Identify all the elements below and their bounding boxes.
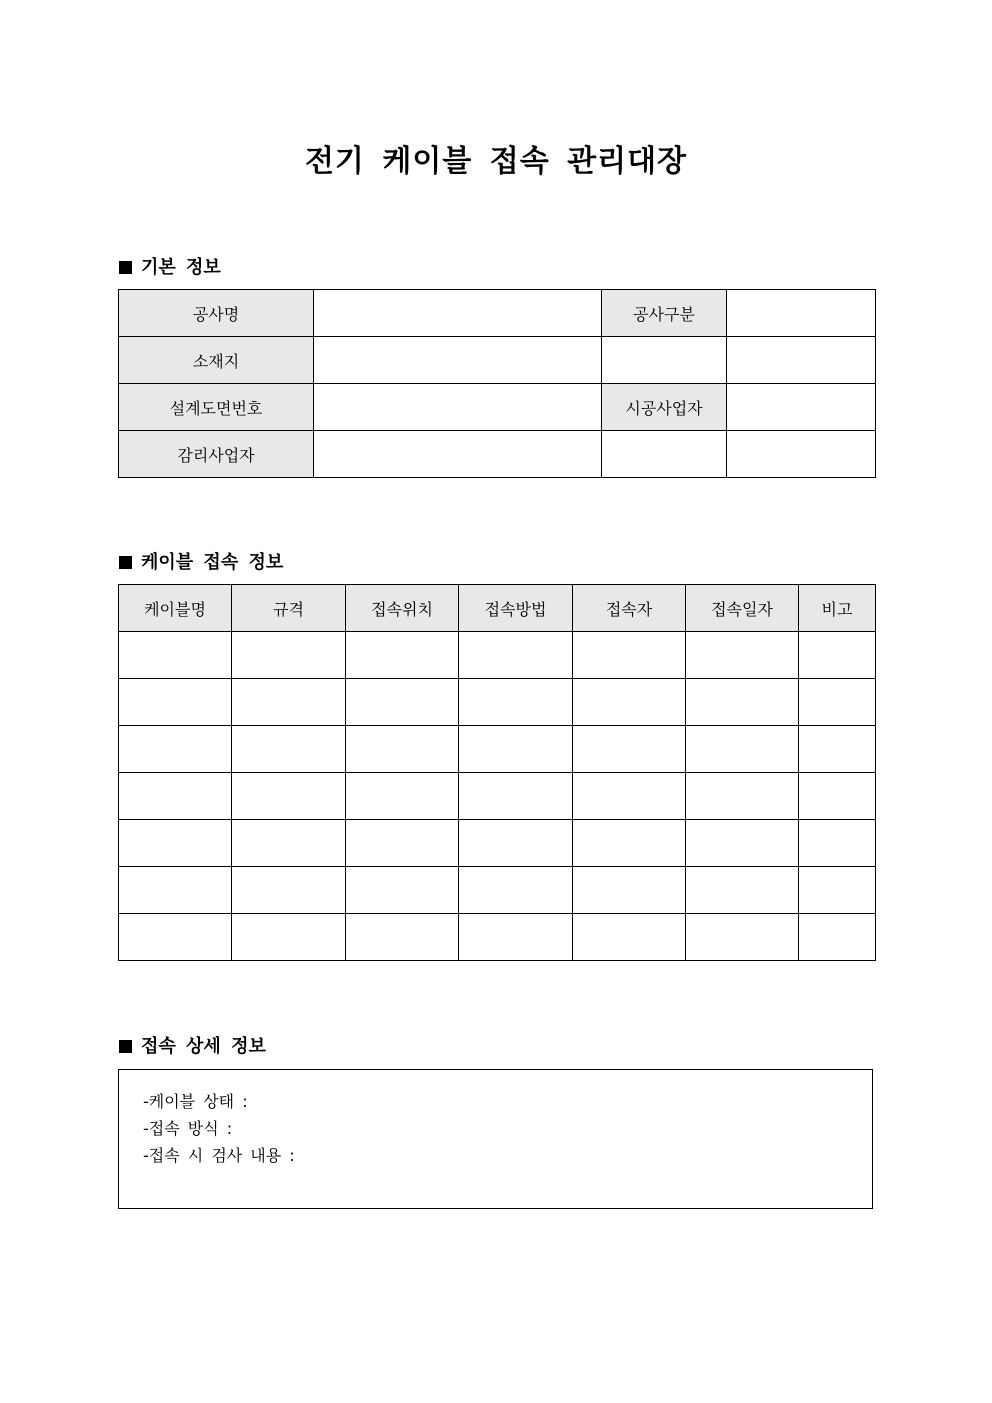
inspection-content-line: -접속 시 검사 내용 : (143, 1146, 295, 1165)
table-row (119, 867, 876, 914)
table-row (119, 290, 876, 337)
basic-info-table (118, 289, 876, 478)
table-cell[interactable] (119, 914, 232, 961)
table-cell[interactable] (459, 773, 573, 820)
table-row (119, 820, 876, 867)
table-cell[interactable] (459, 726, 573, 773)
table-cell[interactable] (686, 867, 799, 914)
table-cell[interactable] (459, 867, 573, 914)
table-cell[interactable] (799, 773, 876, 820)
table-cell[interactable] (573, 820, 686, 867)
column-header: 접속방법 (459, 585, 573, 632)
table-cell[interactable] (459, 914, 573, 961)
column-header: 접속일자 (686, 585, 799, 632)
table-cell[interactable] (232, 632, 346, 679)
square-bullet-icon (119, 556, 132, 569)
section-heading-detail-info (119, 1032, 266, 1058)
table-row (119, 773, 876, 820)
table-cell[interactable] (573, 914, 686, 961)
table-cell[interactable] (686, 726, 799, 773)
section-heading-text: 케이블 접속 정보 (141, 552, 284, 573)
table-cell[interactable] (573, 867, 686, 914)
section-heading-text: 접속 상세 정보 (141, 1036, 266, 1057)
square-bullet-icon (119, 261, 132, 274)
table-cell[interactable] (232, 679, 346, 726)
table-header-row (119, 585, 876, 632)
table-cell[interactable] (799, 820, 876, 867)
table-cell[interactable] (573, 632, 686, 679)
drawing-number-field[interactable] (314, 384, 602, 431)
table-cell[interactable] (799, 679, 876, 726)
table-cell[interactable] (346, 820, 459, 867)
table-cell[interactable] (459, 820, 573, 867)
section-heading-text: 기본 정보 (141, 257, 221, 278)
table-cell[interactable] (686, 773, 799, 820)
table-row (119, 632, 876, 679)
table-cell[interactable] (459, 679, 573, 726)
label-cell: 소재지 (119, 337, 314, 384)
label-cell: 공사구분 (602, 290, 727, 337)
table-cell[interactable] (232, 726, 346, 773)
project-type-field[interactable] (727, 290, 876, 337)
table-cell[interactable] (232, 914, 346, 961)
table-cell[interactable] (573, 773, 686, 820)
table-row (119, 914, 876, 961)
table-row (119, 726, 876, 773)
contractor-field[interactable] (727, 384, 876, 431)
table-cell[interactable] (346, 679, 459, 726)
label-cell: 시공사업자 (602, 384, 727, 431)
column-header: 케이블명 (119, 585, 232, 632)
connection-method-line: -접속 방식 : (143, 1119, 233, 1138)
section-heading-basic-info (119, 253, 221, 279)
table-cell[interactable] (232, 773, 346, 820)
table-cell[interactable] (346, 632, 459, 679)
document-title: 전기 케이블 접속 관리대장 (304, 144, 688, 179)
table-row (119, 679, 876, 726)
table-cell[interactable] (686, 820, 799, 867)
label-cell: 공사명 (119, 290, 314, 337)
blank-cell[interactable] (727, 431, 876, 478)
table-cell[interactable] (799, 914, 876, 961)
table-row (119, 431, 876, 478)
column-header: 접속위치 (346, 585, 459, 632)
table-cell[interactable] (799, 726, 876, 773)
blank-cell[interactable] (602, 431, 727, 478)
column-header: 접속자 (573, 585, 686, 632)
supervisor-field[interactable] (314, 431, 602, 478)
table-cell[interactable] (686, 914, 799, 961)
square-bullet-icon (119, 1040, 132, 1053)
table-cell[interactable] (799, 632, 876, 679)
table-cell[interactable] (346, 867, 459, 914)
table-cell[interactable] (346, 773, 459, 820)
section-heading-cable-info (119, 548, 283, 574)
table-cell[interactable] (346, 726, 459, 773)
table-row (119, 337, 876, 384)
table-cell[interactable] (573, 726, 686, 773)
location-field[interactable] (314, 337, 602, 384)
blank-cell[interactable] (727, 337, 876, 384)
cable-connection-table (118, 584, 876, 961)
table-row (119, 384, 876, 431)
table-cell[interactable] (119, 726, 232, 773)
table-cell[interactable] (346, 914, 459, 961)
table-cell[interactable] (232, 867, 346, 914)
table-cell[interactable] (119, 773, 232, 820)
cable-status-line: -케이블 상태 : (143, 1092, 248, 1111)
table-cell[interactable] (119, 632, 232, 679)
column-header: 규격 (232, 585, 346, 632)
blank-cell[interactable] (602, 337, 727, 384)
label-cell: 설계도면번호 (119, 384, 314, 431)
project-name-field[interactable] (314, 290, 602, 337)
table-cell[interactable] (573, 679, 686, 726)
table-cell[interactable] (119, 820, 232, 867)
table-cell[interactable] (119, 867, 232, 914)
table-cell[interactable] (799, 867, 876, 914)
table-cell[interactable] (232, 820, 346, 867)
table-cell[interactable] (686, 632, 799, 679)
table-cell[interactable] (119, 679, 232, 726)
column-header: 비고 (799, 585, 876, 632)
label-cell: 감리사업자 (119, 431, 314, 478)
table-cell[interactable] (459, 632, 573, 679)
connection-detail-box[interactable] (118, 1069, 873, 1209)
table-cell[interactable] (686, 679, 799, 726)
